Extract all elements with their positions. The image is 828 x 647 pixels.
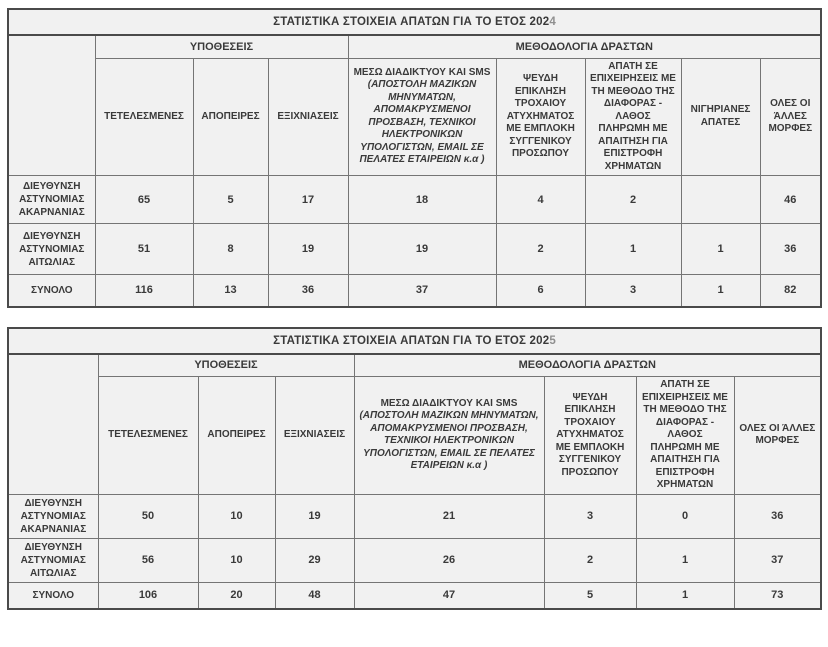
- cell-internet: 26: [354, 538, 544, 582]
- cell-completed: 51: [95, 224, 193, 275]
- cell-attempts: 20: [198, 582, 275, 609]
- col-header-internet-main: ΜΕΣΩ ΔΙΑΔΙΚΤΥΟΥ ΚΑΙ SMS: [380, 397, 518, 409]
- fraud-stats-table-2025: [7, 327, 822, 611]
- cell-attempts: 8: [193, 224, 268, 275]
- cell-accident: 2: [544, 538, 636, 582]
- cell-accident: 3: [544, 494, 636, 538]
- col-header-internet-sms: [348, 58, 496, 176]
- cell-completed: 65: [95, 176, 193, 224]
- cell-business: 0: [636, 494, 734, 538]
- cell-other: 82: [760, 275, 821, 307]
- col-header-all-other: ΟΛΕΣ ΟΙ ΆΛΛΕΣ ΜΟΡΦΕΣ: [760, 58, 821, 176]
- table-row-akarnania-2024: [8, 176, 821, 224]
- col-header-internet-paren: (ΑΠΟΣΤΟΛΗ ΜΑΖΙΚΩΝ ΜΗΝΥΜΑΤΩΝ, ΑΠΟΜΑΚΡΥΣΜΕΝΟΙ ΠΡΟΣΒΑΣΗ, ΤΕΧΝΙΚΟΙ ΗΛΕΚΤΡΟΝΙΚΩΝ ΥΠΟΛΟΓΙΣΤΩΝ, EMAIL ΣΕ ΠΕΛΑΤΕΣ ΕΤΑΙΡΕΙΩΝ κ.α ): [359, 79, 485, 166]
- cell-accident: 2: [496, 224, 585, 275]
- cell-business: 1: [636, 538, 734, 582]
- cell-internet: 37: [348, 275, 496, 307]
- cell-accident: 4: [496, 176, 585, 224]
- cell-nigerian: 1: [681, 224, 760, 275]
- row-label-total: ΣΥΝΟΛΟ: [8, 582, 98, 609]
- cell-solved: 29: [275, 538, 354, 582]
- row-label-akarnania: ΔΙΕΥΘΥΝΣΗ ΑΣΤΥΝΟΜΙΑΣ ΑΚΑΡΝΑΝΙΑΣ: [8, 176, 95, 224]
- col-header-attempts: ΑΠΟΠΕΙΡΕΣ: [193, 58, 268, 176]
- cell-nigerian: [681, 176, 760, 224]
- col-header-completed: ΤΕΤΕΛΕΣΜΕΝΕΣ: [95, 58, 193, 176]
- cell-attempts: 10: [198, 538, 275, 582]
- table-2025-title-text: ΣΤΑΤΙΣΤΙΚΑ ΣΤΟΙΧΕΙΑ ΑΠΑΤΩΝ ΓΙΑ ΤΟ ΕΤΟΣ 202: [273, 334, 550, 347]
- cell-other: 37: [734, 538, 821, 582]
- table-2025-corner-cell: [8, 354, 98, 495]
- col-header-all-other: ΟΛΕΣ ΟΙ ΆΛΛΕΣ ΜΟΡΦΕΣ: [734, 377, 821, 495]
- cell-completed: 116: [95, 275, 193, 307]
- fraud-stats-table-2024: [7, 8, 822, 308]
- table-2024-group-methodology: ΜΕΘΟΔΟΛΟΓΙΑ ΔΡΑΣΤΩΝ: [348, 35, 821, 58]
- row-label-aitolia: ΔΙΕΥΘΥΝΣΗ ΑΣΤΥΝΟΜΙΑΣ ΑΙΤΩΛΙΑΣ: [8, 224, 95, 275]
- table-2024-group-header-row: [8, 35, 821, 58]
- cell-business: 1: [585, 224, 681, 275]
- cell-attempts: 10: [198, 494, 275, 538]
- cell-accident: 5: [544, 582, 636, 609]
- cell-other: 73: [734, 582, 821, 609]
- cell-internet: 21: [354, 494, 544, 538]
- cell-accident: 6: [496, 275, 585, 307]
- table-2025-group-cases: ΥΠΟΘΕΣΕΙΣ: [98, 354, 354, 377]
- cell-other: 36: [760, 224, 821, 275]
- col-header-internet-main: ΜΕΣΩ ΔΙΑΔΙΚΤΥΟΥ ΚΑΙ SMS: [353, 66, 491, 78]
- table-2025-year-last-digit: 5: [549, 334, 556, 347]
- table-2024-year-last-digit: 4: [549, 16, 556, 28]
- col-header-business-fraud: ΑΠΑΤΗ ΣΕ ΕΠΙΧΕΙΡΗΣΕΙΣ ΜΕ ΤΗ ΜΕΘΟΔΟ ΤΗΣ ΔΙΑΦΟΡΑΣ - ΛΑΘΟΣ ΠΛΗΡΩΜΗ ΜΕ ΑΠΑΙΤΗΣΗ ΓΙΑ ΕΠΙΣΤΡΟΦΗ ΧΡΗΜΑΤΩΝ: [636, 377, 734, 495]
- cell-internet: 19: [348, 224, 496, 275]
- row-label-aitolia: ΔΙΕΥΘΥΝΣΗ ΑΣΤΥΝΟΜΙΑΣ ΑΙΤΩΛΙΑΣ: [8, 538, 98, 582]
- table-2024-group-cases: ΥΠΟΘΕΣΕΙΣ: [95, 35, 348, 58]
- table-row-aitolia-2024: [8, 224, 821, 275]
- cell-business: 3: [585, 275, 681, 307]
- table-row-total-2024: [8, 275, 821, 307]
- cell-solved: 36: [268, 275, 348, 307]
- table-row-aitolia-2025: [8, 538, 821, 582]
- cell-completed: 50: [98, 494, 198, 538]
- cell-solved: 19: [268, 224, 348, 275]
- cell-solved: 19: [275, 494, 354, 538]
- col-header-business-fraud: ΑΠΑΤΗ ΣΕ ΕΠΙΧΕΙΡΗΣΕΙΣ ΜΕ ΤΗ ΜΕΘΟΔΟ ΤΗΣ ΔΙΑΦΟΡΑΣ - ΛΑΘΟΣ ΠΛΗΡΩΜΗ ΜΕ ΑΠΑΙΤΗΣΗ ΓΙΑ ΕΠΙΣΤΡΟΦΗ ΧΡΗΜΑΤΩΝ: [585, 58, 681, 176]
- cell-internet: 47: [354, 582, 544, 609]
- table-2024-title-text: ΣΤΑΤΙΣΤΙΚΑ ΣΤΟΙΧΕΙΑ ΑΠΑΤΩΝ ΓΙΑ ΤΟ ΕΤΟΣ 202: [273, 16, 550, 28]
- col-header-attempts: ΑΠΟΠΕΙΡΕΣ: [198, 377, 275, 495]
- col-header-fake-accident: ΨΕΥΔΗ ΕΠΙΚΛΗΣΗ ΤΡΟΧΑΙΟΥ ΑΤΥΧΗΜΑΤΟΣ ΜΕ ΕΜΠΛΟΚΗ ΣΥΓΓΕΝΙΚΟΥ ΠΡΟΣΩΠΟΥ: [544, 377, 636, 495]
- cell-solved: 17: [268, 176, 348, 224]
- table-2025-column-header-row: [8, 377, 821, 495]
- tables-gap: [7, 308, 821, 327]
- col-header-internet-sms: [354, 377, 544, 495]
- cell-business: 2: [585, 176, 681, 224]
- table-2025-group-header-row: [8, 354, 821, 377]
- col-header-nigerian-fraud: ΝΙΓΗΡΙΑΝΕΣ ΑΠΑΤΕΣ: [681, 58, 760, 176]
- cell-nigerian: 1: [681, 275, 760, 307]
- table-2024-column-header-row: [8, 58, 821, 176]
- cell-other: 36: [734, 494, 821, 538]
- table-2025-title-row: [8, 328, 821, 354]
- cell-internet: 18: [348, 176, 496, 224]
- table-2024-title-row: [8, 9, 821, 35]
- col-header-fake-accident: ΨΕΥΔΗ ΕΠΙΚΛΗΣΗ ΤΡΟΧΑΙΟΥ ΑΤΥΧΗΜΑΤΟΣ ΜΕ ΕΜΠΛΟΚΗ ΣΥΓΓΕΝΙΚΟΥ ΠΡΟΣΩΠΟΥ: [496, 58, 585, 176]
- table-2025-group-methodology: ΜΕΘΟΔΟΛΟΓΙΑ ΔΡΑΣΤΩΝ: [354, 354, 821, 377]
- cell-business: 1: [636, 582, 734, 609]
- table-2025-title: [8, 328, 821, 354]
- table-2024-corner-cell: [8, 35, 95, 176]
- row-label-total: ΣΥΝΟΛΟ: [8, 275, 95, 307]
- cell-attempts: 13: [193, 275, 268, 307]
- col-header-solved: ΕΞΙΧΝΙΑΣΕΙΣ: [268, 58, 348, 176]
- table-row-akarnania-2025: [8, 494, 821, 538]
- cell-completed: 106: [98, 582, 198, 609]
- col-header-solved: ΕΞΙΧΝΙΑΣΕΙΣ: [275, 377, 354, 495]
- cell-completed: 56: [98, 538, 198, 582]
- row-label-akarnania: ΔΙΕΥΘΥΝΣΗ ΑΣΤΥΝΟΜΙΑΣ ΑΚΑΡΝΑΝΙΑΣ: [8, 494, 98, 538]
- cell-other: 46: [760, 176, 821, 224]
- table-row-total-2025: [8, 582, 821, 609]
- cell-attempts: 5: [193, 176, 268, 224]
- cell-solved: 48: [275, 582, 354, 609]
- table-2024-title: [8, 9, 821, 35]
- col-header-completed: ΤΕΤΕΛΕΣΜΕΝΕΣ: [98, 377, 198, 495]
- col-header-internet-paren: (ΑΠΟΣΤΟΛΗ ΜΑΖΙΚΩΝ ΜΗΝΥΜΑΤΩΝ, ΑΠΟΜΑΚΡΥΣΜΕΝΟΙ ΠΡΟΣΒΑΣΗ, ΤΕΧΝΙΚΟΙ ΗΛΕΚΤΡΟΝΙΚΩΝ ΥΠΟΛΟΓΙΣΤΩΝ, EMAIL ΣΕ ΠΕΛΑΤΕΣ ΕΤΑΙΡΕΙΩΝ κ.α ): [359, 410, 539, 472]
